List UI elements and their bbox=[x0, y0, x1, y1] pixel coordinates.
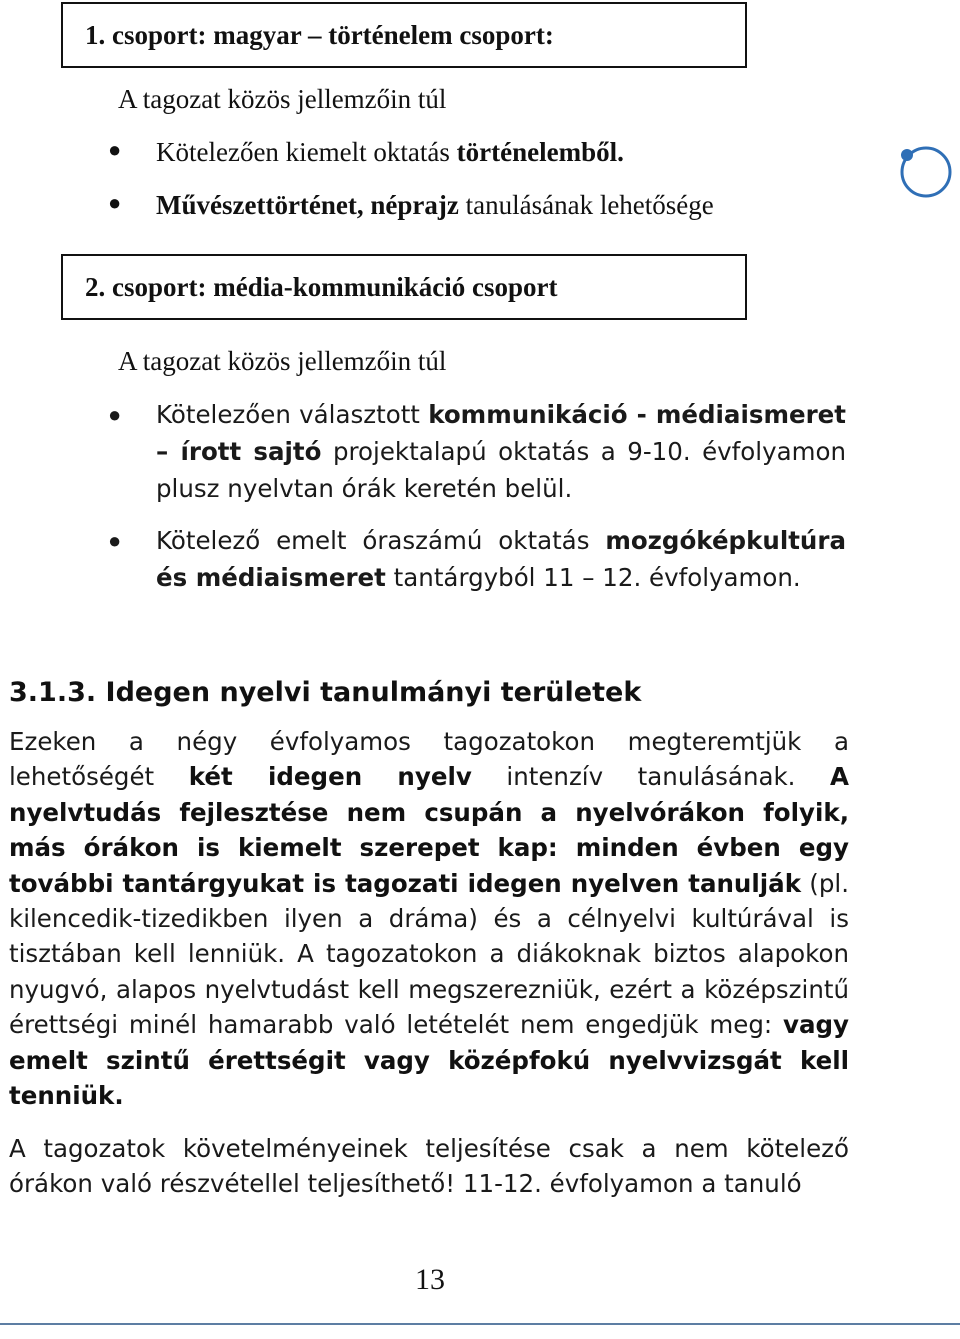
group2-title: 2. csoport: média-kommunikáció csoport bbox=[85, 271, 558, 302]
bullet-bold-text: kommunikáció - médiaismeret – írott sajtó bbox=[156, 400, 847, 466]
bullet-icon: ● bbox=[108, 402, 122, 427]
bullet-bold-text: történelemből. bbox=[456, 137, 624, 167]
bullet-icon: ● bbox=[108, 528, 122, 553]
paragraph-1 bbox=[9, 724, 849, 1113]
bullet-icon: ● bbox=[108, 137, 122, 162]
bullet-text: tantárgyból 11 – 12. évfolyamon. bbox=[385, 563, 801, 592]
paragraph-bold-text: vagy emelt szintű érettségit vagy középfokú nyelvvizsgát kell tenniük. bbox=[9, 1010, 849, 1111]
bullet-text: Kötelezően kiemelt oktatás bbox=[156, 137, 457, 167]
group1-title: 1. csoport: magyar – történelem csoport: bbox=[85, 19, 554, 50]
bullet-icon: ● bbox=[108, 190, 122, 215]
paragraph-text: Ezeken a négy évfolyamos tagozatokon megteremtjük a lehetőségét bbox=[9, 727, 849, 792]
bullet-text: tanulásának lehetősége bbox=[458, 190, 714, 220]
page-number: 13 bbox=[415, 1263, 445, 1296]
paragraph-text: intenzív tanulásának. bbox=[471, 762, 831, 792]
bullet-text: projektalapú oktatás a 9-10. évfolyamon plusz nyelvtan órák keretén belül. bbox=[156, 437, 846, 503]
bullet-bold-text: Művészettörténet, néprajz bbox=[156, 190, 459, 220]
bullet-text: Kötelezően választott bbox=[156, 400, 429, 429]
paragraph-2: A tagozatok követelményeinek teljesítése csak a nem kötelező órákon való részvétellel teljesíthető! 11-12. évfolyamon a tanuló bbox=[9, 1134, 849, 1199]
group1-title-box bbox=[61, 2, 747, 68]
bullet-bold-text: mozgóképkultúra és médiaismeret bbox=[156, 526, 846, 592]
section-heading: 3.1.3. Idegen nyelvi tanulmányi területek bbox=[9, 677, 642, 708]
paragraph-bold-text: A nyelvtudás fejlesztése nem csupán a nyelvórákon folyik, más órákon is kiemelt szerepet kap: minden évben egy további tantárgyukat is tagozati idegen nyelven tanulják bbox=[9, 762, 849, 898]
paragraph-bold-text: két idegen nyelv bbox=[188, 762, 472, 792]
group2-bullet-2 bbox=[108, 522, 846, 596]
group1-intro: A tagozat közös jellemzőin túl bbox=[118, 84, 447, 114]
group2-intro: A tagozat közös jellemzőin túl bbox=[118, 346, 447, 376]
bullet-text: Kötelező emelt óraszámú oktatás bbox=[156, 526, 606, 555]
group1-bullet-2 bbox=[108, 190, 846, 221]
group2-title-box bbox=[61, 254, 747, 320]
paragraph-text: (pl. kilencedik-tizedikben ilyen a dráma) és a célnyelvi kultúrával is tisztában kell lenniük. A tagozatokon a diákoknak biztos alapokon nyugvó, alapos nyelvtudást kell megszerezniük, ezért a középszintű érettségi minél hamarabb való letételét nem engedjük meg: bbox=[9, 868, 849, 1040]
circle-decoration-icon bbox=[898, 146, 958, 206]
group1-bullet-1 bbox=[108, 137, 846, 168]
group2-bullet-1 bbox=[108, 396, 846, 507]
footer-line bbox=[0, 1323, 960, 1325]
